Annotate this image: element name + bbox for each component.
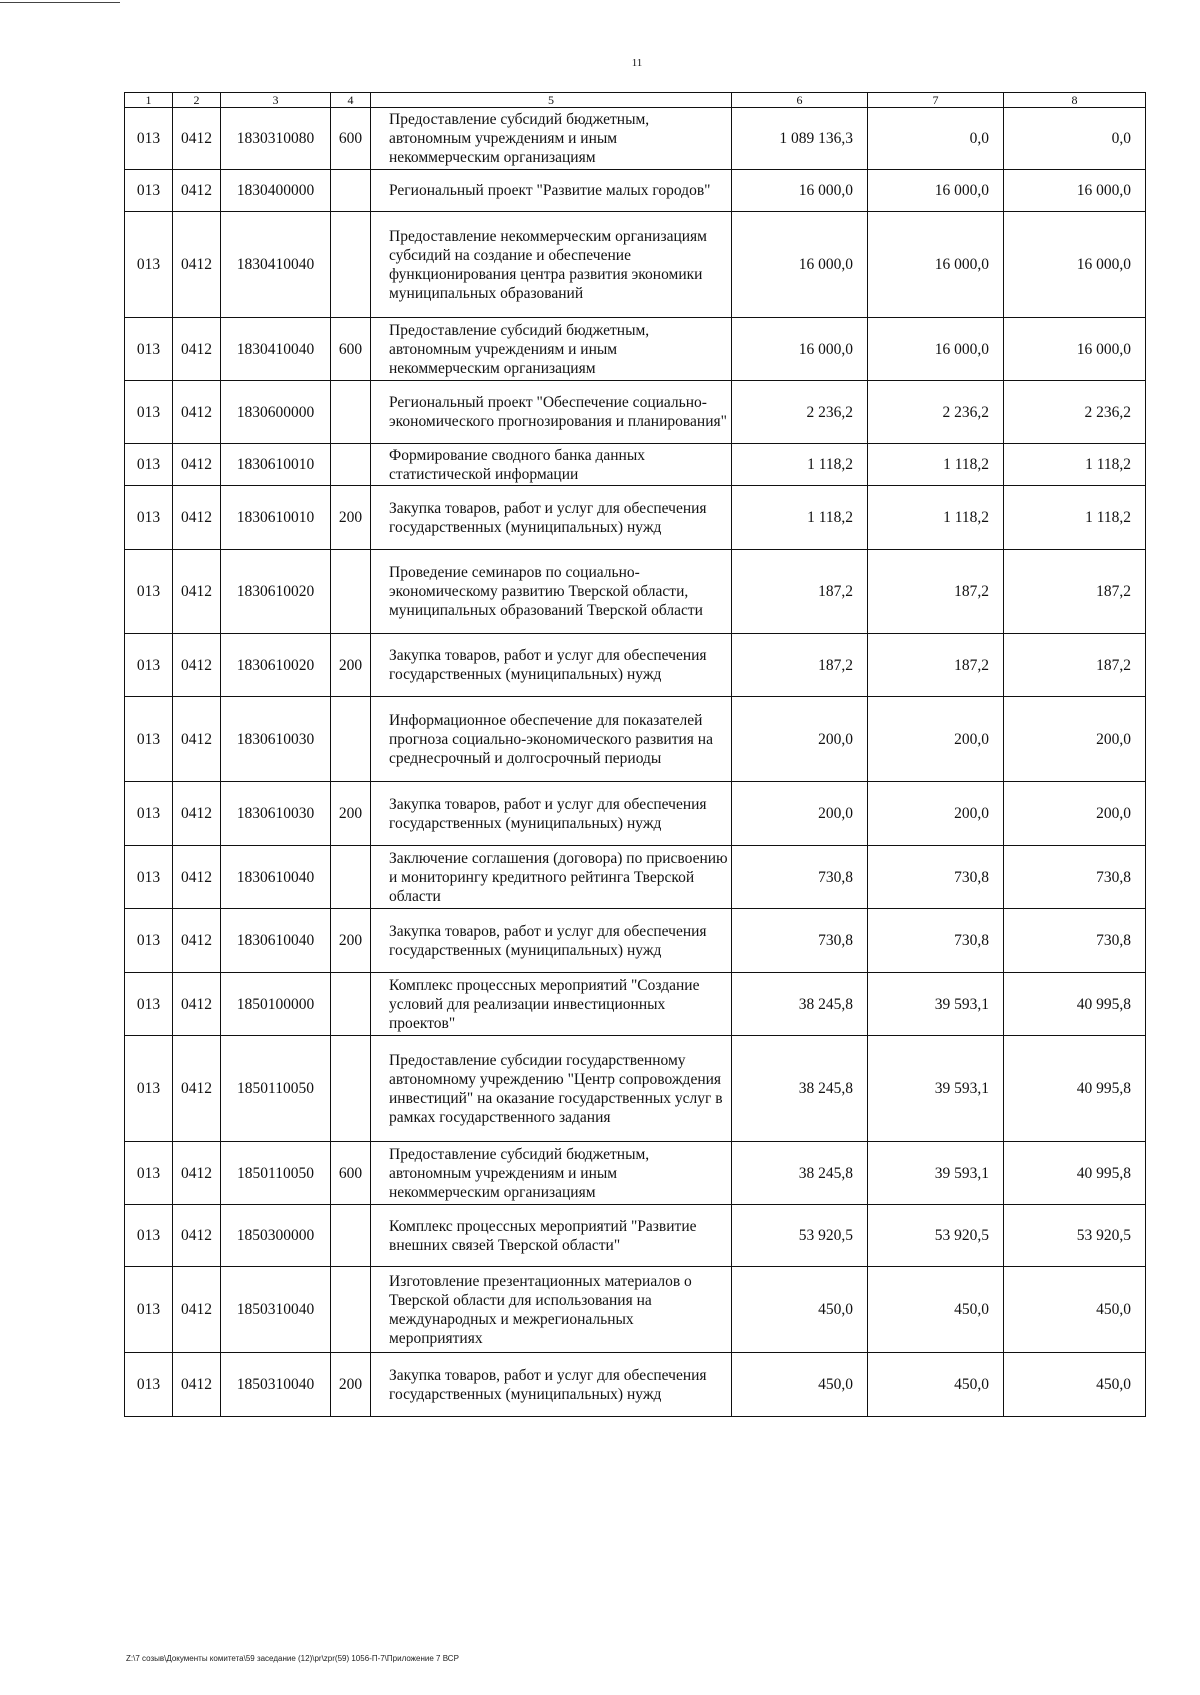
cell-amount-col7: 16 000,0 bbox=[868, 318, 1004, 381]
cell-amount-col8: 16 000,0 bbox=[1004, 318, 1146, 381]
cell-expense-type: 200 bbox=[331, 782, 371, 846]
cell-amount-col6: 16 000,0 bbox=[732, 212, 868, 318]
cell-amount-col6: 38 245,8 bbox=[732, 973, 868, 1036]
cell-item-name: Заключение соглашения (договора) по присвоению и мониторингу кредитного рейтинга Тверской области bbox=[371, 846, 732, 909]
cell-amount-col6: 1 118,2 bbox=[732, 444, 868, 486]
cell-item-name: Предоставление некоммерческим организациям субсидий на создание и обеспечение функционирования центра развития экономики муниципальных образований bbox=[371, 212, 732, 318]
cell-amount-col6: 1 089 136,3 bbox=[732, 108, 868, 170]
table-row bbox=[125, 973, 1146, 1036]
table-row bbox=[125, 782, 1146, 846]
cell-amount-col7: 39 593,1 bbox=[868, 1036, 1004, 1142]
cell-section-code: 0412 bbox=[173, 318, 221, 381]
cell-amount-col8: 200,0 bbox=[1004, 782, 1146, 846]
cell-section-code: 0412 bbox=[173, 1036, 221, 1142]
table-row bbox=[125, 444, 1146, 486]
cell-amount-col6: 730,8 bbox=[732, 909, 868, 973]
table-row bbox=[125, 1142, 1146, 1205]
cell-amount-col7: 730,8 bbox=[868, 909, 1004, 973]
column-header: 1 bbox=[125, 93, 173, 108]
cell-ministry-code: 013 bbox=[125, 909, 173, 973]
cell-target-article: 1830610040 bbox=[221, 909, 331, 973]
column-header: 5 bbox=[371, 93, 732, 108]
cell-ministry-code: 013 bbox=[125, 444, 173, 486]
cell-target-article: 1830610030 bbox=[221, 782, 331, 846]
cell-amount-col6: 200,0 bbox=[732, 782, 868, 846]
cell-amount-col6: 187,2 bbox=[732, 634, 868, 697]
cell-ministry-code: 013 bbox=[125, 846, 173, 909]
cell-ministry-code: 013 bbox=[125, 1142, 173, 1205]
cell-target-article: 1850110050 bbox=[221, 1036, 331, 1142]
cell-expense-type bbox=[331, 170, 371, 212]
table-row bbox=[125, 846, 1146, 909]
table-row bbox=[125, 634, 1146, 697]
cell-amount-col7: 2 236,2 bbox=[868, 381, 1004, 444]
cell-amount-col6: 38 245,8 bbox=[732, 1142, 868, 1205]
cell-target-article: 1830610020 bbox=[221, 550, 331, 634]
cell-section-code: 0412 bbox=[173, 634, 221, 697]
cell-item-name: Проведение семинаров по социально-экономическому развитию Тверской области, муниципальных образований Тверской области bbox=[371, 550, 732, 634]
cell-expense-type: 200 bbox=[331, 486, 371, 550]
cell-section-code: 0412 bbox=[173, 444, 221, 486]
cell-amount-col8: 450,0 bbox=[1004, 1267, 1146, 1353]
cell-item-name: Комплекс процессных мероприятий "Создание условий для реализации инвестиционных проектов" bbox=[371, 973, 732, 1036]
cell-section-code: 0412 bbox=[173, 381, 221, 444]
table-row bbox=[125, 381, 1146, 444]
cell-item-name: Закупка товаров, работ и услуг для обеспечения государственных (муниципальных) нужд bbox=[371, 486, 732, 550]
cell-item-name: Предоставление субсидий бюджетным, автономным учреждениям и иным некоммерческим организациям bbox=[371, 1142, 732, 1205]
cell-amount-col7: 187,2 bbox=[868, 550, 1004, 634]
cell-target-article: 1850310040 bbox=[221, 1353, 331, 1417]
table-row bbox=[125, 697, 1146, 782]
cell-amount-col8: 730,8 bbox=[1004, 846, 1146, 909]
cell-amount-col8: 40 995,8 bbox=[1004, 1142, 1146, 1205]
cell-expense-type bbox=[331, 1205, 371, 1267]
cell-amount-col6: 16 000,0 bbox=[732, 318, 868, 381]
cell-target-article: 1850100000 bbox=[221, 973, 331, 1036]
cell-section-code: 0412 bbox=[173, 550, 221, 634]
cell-amount-col6: 2 236,2 bbox=[732, 381, 868, 444]
column-header: 2 bbox=[173, 93, 221, 108]
cell-ministry-code: 013 bbox=[125, 634, 173, 697]
cell-section-code: 0412 bbox=[173, 973, 221, 1036]
cell-ministry-code: 013 bbox=[125, 486, 173, 550]
cell-ministry-code: 013 bbox=[125, 1353, 173, 1417]
cell-target-article: 1850310040 bbox=[221, 1267, 331, 1353]
cell-expense-type bbox=[331, 444, 371, 486]
cell-target-article: 1830610030 bbox=[221, 697, 331, 782]
cell-amount-col6: 730,8 bbox=[732, 846, 868, 909]
cell-target-article: 1830410040 bbox=[221, 212, 331, 318]
cell-expense-type: 200 bbox=[331, 634, 371, 697]
cell-amount-col8: 1 118,2 bbox=[1004, 486, 1146, 550]
cell-amount-col7: 730,8 bbox=[868, 846, 1004, 909]
table-row bbox=[125, 170, 1146, 212]
cell-section-code: 0412 bbox=[173, 782, 221, 846]
cell-ministry-code: 013 bbox=[125, 1267, 173, 1353]
cell-ministry-code: 013 bbox=[125, 318, 173, 381]
cell-amount-col7: 39 593,1 bbox=[868, 973, 1004, 1036]
cell-section-code: 0412 bbox=[173, 697, 221, 782]
cell-expense-type bbox=[331, 550, 371, 634]
cell-amount-col7: 450,0 bbox=[868, 1353, 1004, 1417]
table-row bbox=[125, 1205, 1146, 1267]
cell-expense-type bbox=[331, 381, 371, 444]
cell-amount-col7: 16 000,0 bbox=[868, 170, 1004, 212]
cell-expense-type bbox=[331, 1267, 371, 1353]
cell-target-article: 1830610020 bbox=[221, 634, 331, 697]
cell-amount-col8: 1 118,2 bbox=[1004, 444, 1146, 486]
cell-ministry-code: 013 bbox=[125, 1036, 173, 1142]
cell-amount-col8: 40 995,8 bbox=[1004, 973, 1146, 1036]
cell-amount-col6: 38 245,8 bbox=[732, 1036, 868, 1142]
cell-item-name: Региональный проект "Обеспечение социально-экономического прогнозирования и планирования" bbox=[371, 381, 732, 444]
table-row bbox=[125, 1036, 1146, 1142]
cell-expense-type bbox=[331, 973, 371, 1036]
cell-expense-type: 600 bbox=[331, 108, 371, 170]
cell-amount-col7: 1 118,2 bbox=[868, 444, 1004, 486]
cell-amount-col8: 730,8 bbox=[1004, 909, 1146, 973]
budget-table bbox=[124, 92, 1146, 1417]
cell-amount-col7: 16 000,0 bbox=[868, 212, 1004, 318]
cell-ministry-code: 013 bbox=[125, 1205, 173, 1267]
cell-amount-col8: 40 995,8 bbox=[1004, 1036, 1146, 1142]
cell-expense-type: 600 bbox=[331, 1142, 371, 1205]
cell-item-name: Формирование сводного банка данных статистической информации bbox=[371, 444, 732, 486]
table-row bbox=[125, 108, 1146, 170]
cell-expense-type: 200 bbox=[331, 909, 371, 973]
cell-expense-type bbox=[331, 212, 371, 318]
cell-target-article: 1830400000 bbox=[221, 170, 331, 212]
column-header: 3 bbox=[221, 93, 331, 108]
table-row bbox=[125, 1267, 1146, 1353]
cell-ministry-code: 013 bbox=[125, 973, 173, 1036]
cell-target-article: 1830600000 bbox=[221, 381, 331, 444]
cell-amount-col6: 450,0 bbox=[732, 1267, 868, 1353]
cell-item-name: Предоставление субсидии государственному автономному учреждению "Центр сопровождения инвестиций" на оказание государственных услуг в рамках государственного задания bbox=[371, 1036, 732, 1142]
cell-target-article: 1830610010 bbox=[221, 444, 331, 486]
cell-ministry-code: 013 bbox=[125, 108, 173, 170]
cell-target-article: 1850110050 bbox=[221, 1142, 331, 1205]
cell-amount-col7: 39 593,1 bbox=[868, 1142, 1004, 1205]
table-row bbox=[125, 550, 1146, 634]
cell-amount-col6: 450,0 bbox=[732, 1353, 868, 1417]
cell-expense-type bbox=[331, 697, 371, 782]
cell-section-code: 0412 bbox=[173, 1205, 221, 1267]
cell-amount-col7: 450,0 bbox=[868, 1267, 1004, 1353]
cell-item-name: Предоставление субсидий бюджетным, автономным учреждениям и иным некоммерческим организациям bbox=[371, 108, 732, 170]
cell-item-name: Изготовление презентационных материалов о Тверской области для использования на международных и межрегиональных мероприятиях bbox=[371, 1267, 732, 1353]
cell-ministry-code: 013 bbox=[125, 697, 173, 782]
table-body bbox=[125, 108, 1146, 1417]
cell-amount-col8: 53 920,5 bbox=[1004, 1205, 1146, 1267]
cell-item-name: Региональный проект "Развитие малых городов" bbox=[371, 170, 732, 212]
cell-amount-col8: 187,2 bbox=[1004, 550, 1146, 634]
cell-amount-col7: 1 118,2 bbox=[868, 486, 1004, 550]
cell-section-code: 0412 bbox=[173, 212, 221, 318]
cell-section-code: 0412 bbox=[173, 909, 221, 973]
cell-amount-col8: 450,0 bbox=[1004, 1353, 1146, 1417]
cell-item-name: Закупка товаров, работ и услуг для обеспечения государственных (муниципальных) нужд bbox=[371, 1353, 732, 1417]
table-row bbox=[125, 909, 1146, 973]
cell-ministry-code: 013 bbox=[125, 212, 173, 318]
cell-target-article: 1830610010 bbox=[221, 486, 331, 550]
cell-ministry-code: 013 bbox=[125, 170, 173, 212]
cell-amount-col7: 200,0 bbox=[868, 782, 1004, 846]
cell-amount-col8: 200,0 bbox=[1004, 697, 1146, 782]
cell-expense-type: 600 bbox=[331, 318, 371, 381]
cell-target-article: 1830310080 bbox=[221, 108, 331, 170]
cell-ministry-code: 013 bbox=[125, 381, 173, 444]
cell-target-article: 1830610040 bbox=[221, 846, 331, 909]
cell-section-code: 0412 bbox=[173, 1353, 221, 1417]
cell-amount-col7: 200,0 bbox=[868, 697, 1004, 782]
cell-amount-col6: 1 118,2 bbox=[732, 486, 868, 550]
cell-ministry-code: 013 bbox=[125, 550, 173, 634]
cell-item-name: Предоставление субсидий бюджетным, автономным учреждениям и иным некоммерческим организациям bbox=[371, 318, 732, 381]
table-row bbox=[125, 212, 1146, 318]
footer-file-path: Z:\7 созыв\Документы комитета\59 заседание (12)\pr\zpr(59) 1056-П-7\Приложение 7 ВСР bbox=[126, 1654, 459, 1663]
cell-section-code: 0412 bbox=[173, 846, 221, 909]
cell-amount-col8: 2 236,2 bbox=[1004, 381, 1146, 444]
cell-section-code: 0412 bbox=[173, 170, 221, 212]
cell-item-name: Закупка товаров, работ и услуг для обеспечения государственных (муниципальных) нужд bbox=[371, 782, 732, 846]
cell-section-code: 0412 bbox=[173, 1267, 221, 1353]
cell-target-article: 1850300000 bbox=[221, 1205, 331, 1267]
column-number-row bbox=[125, 93, 1146, 108]
cell-expense-type bbox=[331, 1036, 371, 1142]
table-row bbox=[125, 1353, 1146, 1417]
cell-target-article: 1830410040 bbox=[221, 318, 331, 381]
cell-expense-type: 200 bbox=[331, 1353, 371, 1417]
cell-amount-col8: 187,2 bbox=[1004, 634, 1146, 697]
cell-ministry-code: 013 bbox=[125, 782, 173, 846]
cell-amount-col7: 187,2 bbox=[868, 634, 1004, 697]
cell-amount-col7: 53 920,5 bbox=[868, 1205, 1004, 1267]
cell-item-name: Комплекс процессных мероприятий "Развитие внешних связей Тверской области" bbox=[371, 1205, 732, 1267]
cell-amount-col6: 187,2 bbox=[732, 550, 868, 634]
cell-section-code: 0412 bbox=[173, 486, 221, 550]
cell-amount-col7: 0,0 bbox=[868, 108, 1004, 170]
cell-amount-col6: 16 000,0 bbox=[732, 170, 868, 212]
page-number: 11 bbox=[631, 57, 643, 69]
column-header: 7 bbox=[868, 93, 1004, 108]
cell-section-code: 0412 bbox=[173, 1142, 221, 1205]
cell-item-name: Информационное обеспечение для показателей прогноза социально-экономического развития на среднесрочный и долгосрочный периоды bbox=[371, 697, 732, 782]
column-header: 8 bbox=[1004, 93, 1146, 108]
cell-amount-col8: 16 000,0 bbox=[1004, 170, 1146, 212]
cell-item-name: Закупка товаров, работ и услуг для обеспечения государственных (муниципальных) нужд bbox=[371, 909, 732, 973]
top-rule bbox=[0, 2, 120, 3]
cell-item-name: Закупка товаров, работ и услуг для обеспечения государственных (муниципальных) нужд bbox=[371, 634, 732, 697]
cell-amount-col6: 53 920,5 bbox=[732, 1205, 868, 1267]
cell-amount-col8: 0,0 bbox=[1004, 108, 1146, 170]
table-row bbox=[125, 486, 1146, 550]
cell-amount-col6: 200,0 bbox=[732, 697, 868, 782]
cell-expense-type bbox=[331, 846, 371, 909]
cell-amount-col8: 16 000,0 bbox=[1004, 212, 1146, 318]
cell-section-code: 0412 bbox=[173, 108, 221, 170]
column-header: 4 bbox=[331, 93, 371, 108]
table-row bbox=[125, 318, 1146, 381]
column-header: 6 bbox=[732, 93, 868, 108]
